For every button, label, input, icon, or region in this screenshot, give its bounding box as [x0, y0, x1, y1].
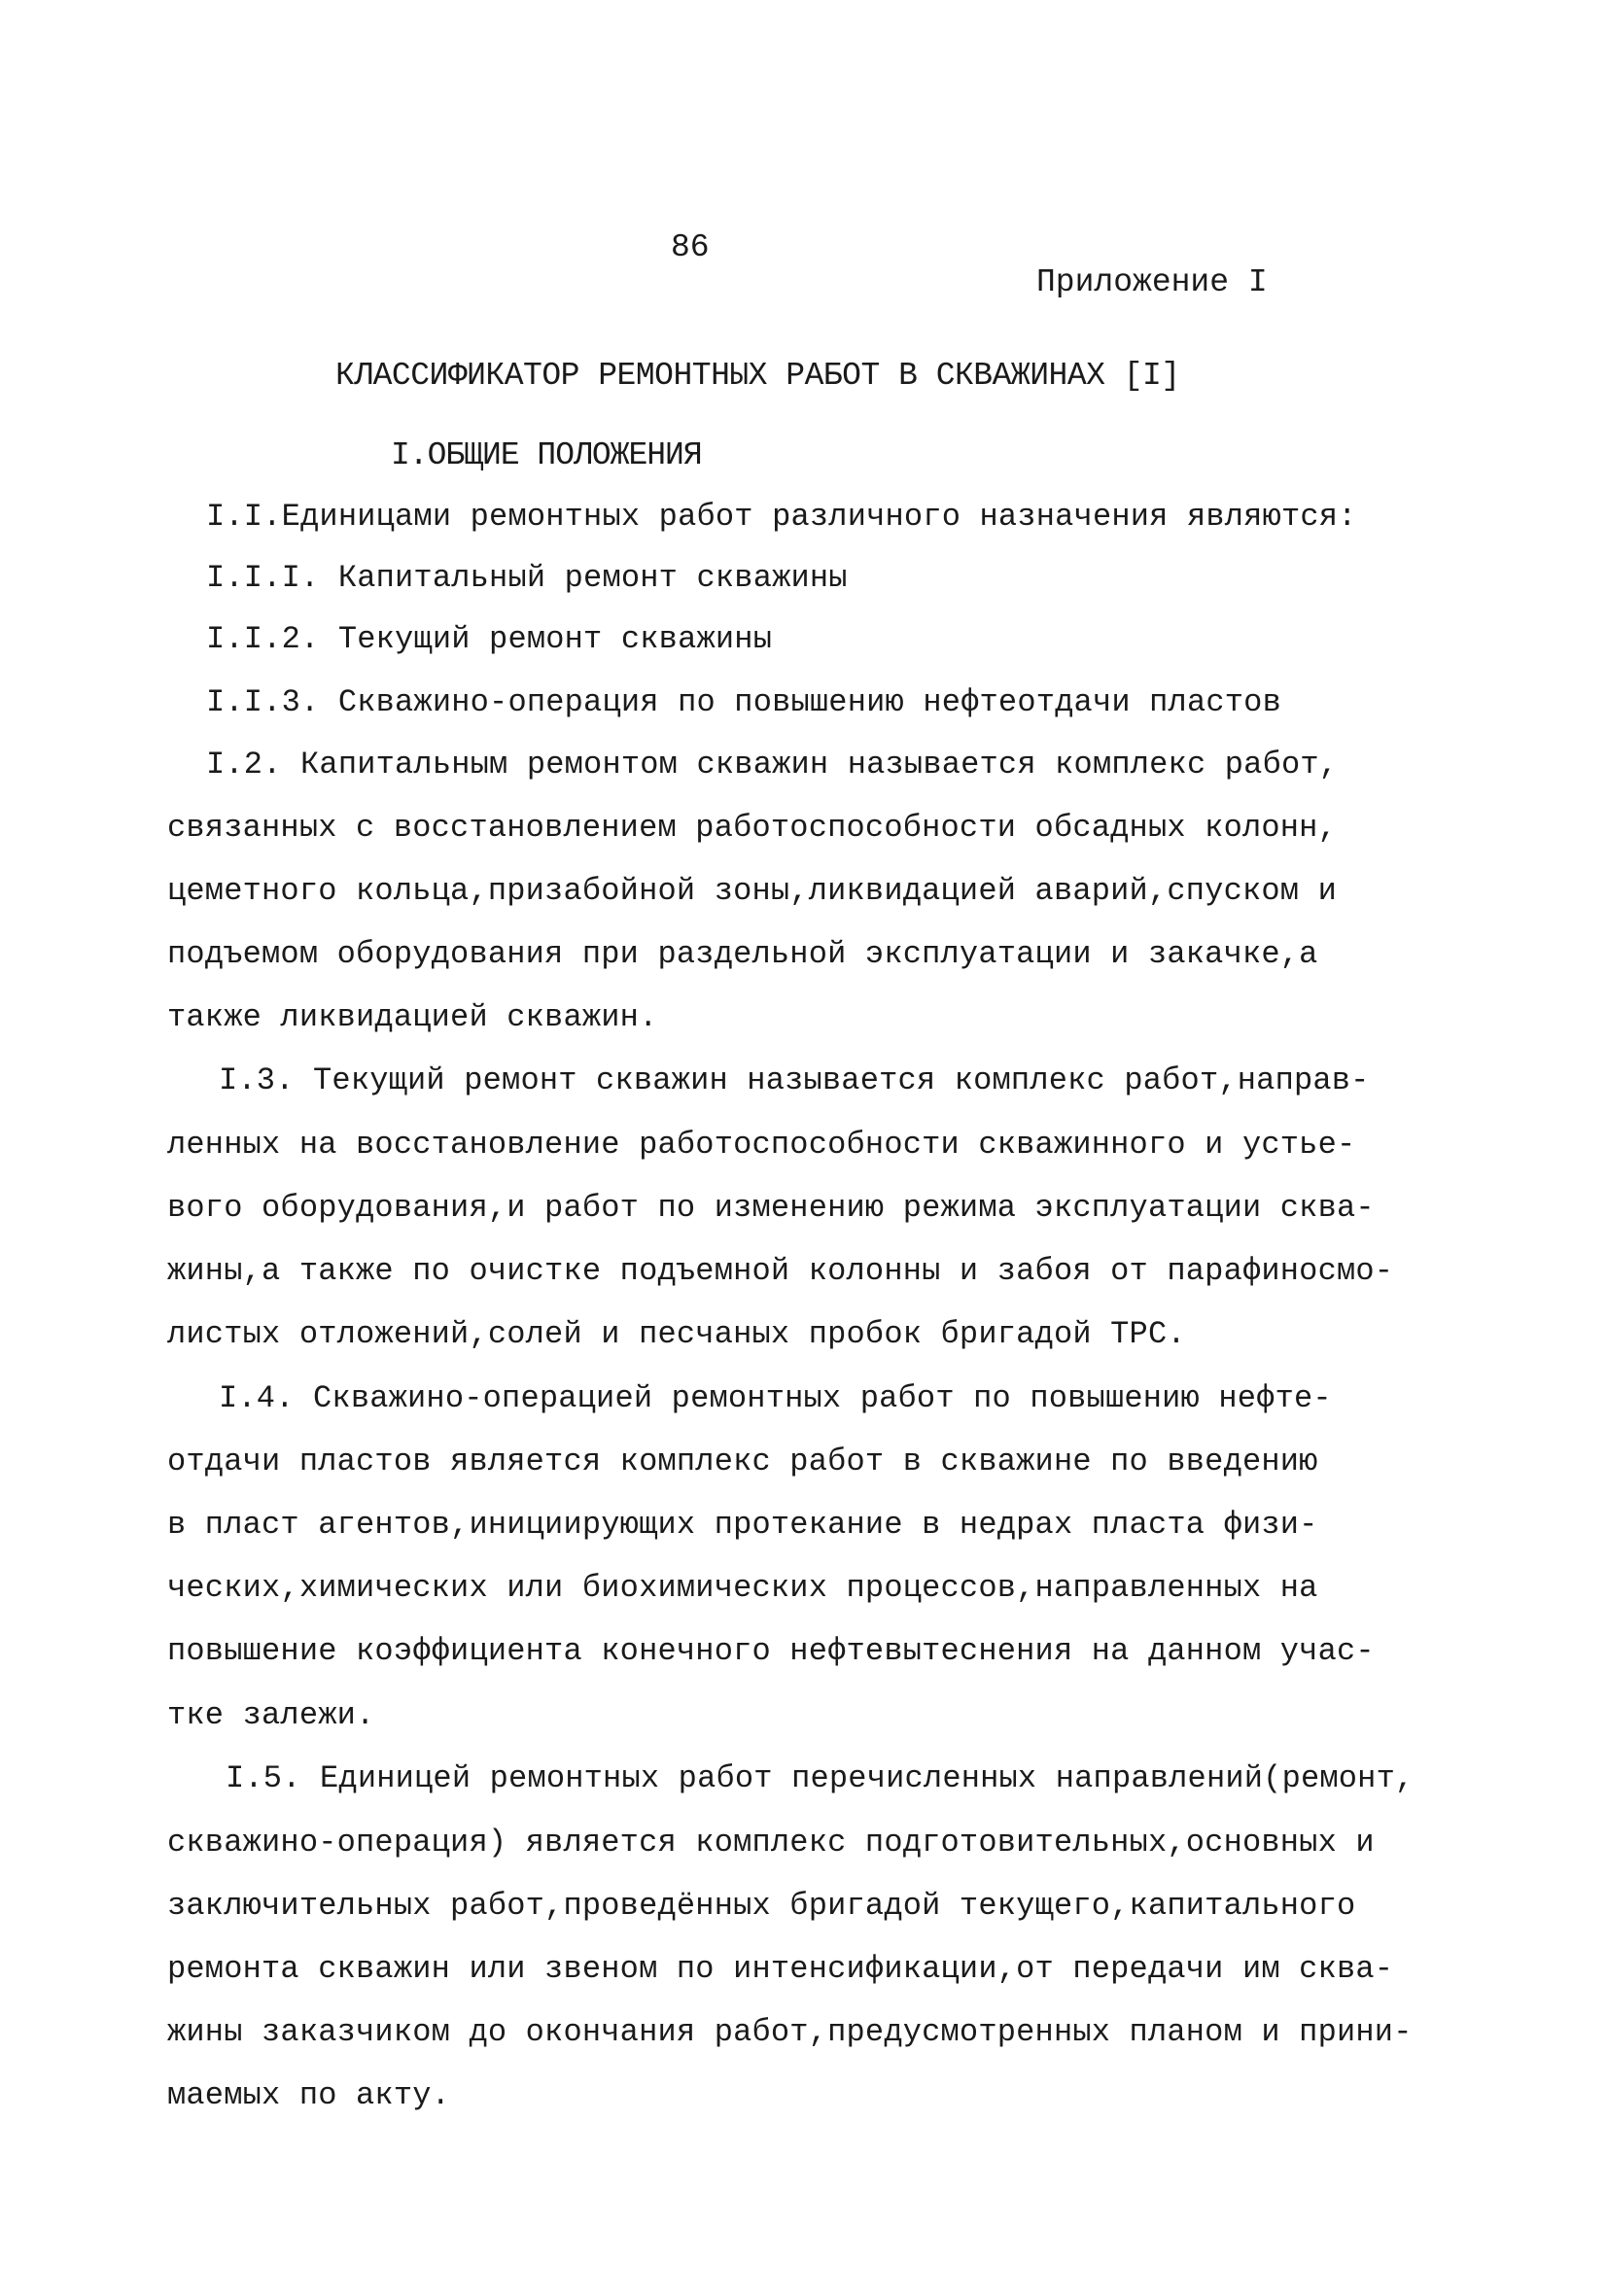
body-line: листых отложений,солей и песчаных пробок бригадой ТРС.: [167, 1316, 1186, 1352]
body-line: связанных с восстановлением работоспособности обсадных колонн,: [167, 810, 1337, 846]
body-line: заключительных работ,проведённых бригадой текущего,капитального: [167, 1888, 1356, 1924]
section-title: I.ОБЩИЕ ПОЛОЖЕНИЯ: [391, 437, 702, 473]
body-line: жины заказчиком до окончания работ,предусмотренных планом и прини-: [167, 2014, 1413, 2050]
body-line: ремонта скважин или звеном по интенсификации,от передачи им сква-: [167, 1951, 1394, 1987]
body-line: жины,а также по очистке подъемной колонны и забоя от парафиносмо-: [167, 1253, 1394, 1289]
body-line: тке залежи.: [167, 1697, 375, 1733]
body-line: маемых по акту.: [167, 2077, 451, 2113]
body-line: I.2. Капитальным ремонтом скважин называется комплекс работ,: [206, 747, 1339, 783]
body-line: также ликвидацией скважин.: [167, 999, 658, 1035]
body-line: I.I.I. Капитальный ремонт скважины: [206, 560, 848, 596]
appendix-label: Приложение I: [1036, 264, 1268, 300]
page-number: 86: [671, 229, 710, 265]
body-line: скважино-операция) является комплекс подготовительных,основных и: [167, 1825, 1375, 1861]
body-line: повышение коэффициента конечного нефтевытеснения на данном учас-: [167, 1633, 1375, 1669]
body-line: I.3. Текущий ремонт скважин называется комплекс работ,направ-: [219, 1062, 1370, 1098]
body-line: I.I.Единицами ремонтных работ различного назначения являются:: [206, 499, 1357, 535]
body-line: ленных на восстановление работоспособности скважинного и устье-: [167, 1127, 1356, 1163]
body-line: I.I.2. Текущий ремонт скважины: [206, 621, 773, 657]
body-line: I.4. Скважино-операцией ремонтных работ по повышению нефте-: [219, 1380, 1332, 1416]
body-line: ческих,химических или биохимических процессов,направленных на: [167, 1570, 1318, 1606]
body-line: подъемом оборудования при раздельной эксплуатации и закачке,а: [167, 936, 1318, 972]
body-line: I.5. Единицей ремонтных работ перечисленных направлений(ремонт,: [226, 1760, 1415, 1796]
body-line: в пласт агентов,инициирующих протекание в недрах пласта физи-: [167, 1507, 1318, 1543]
document-title: КЛАССИФИКАТОР РЕМОНТНЫХ РАБОТ В СКВАЖИНАХ [I]: [335, 358, 1180, 394]
body-line: вого оборудования,и работ по изменению режима эксплуатации сква-: [167, 1190, 1375, 1226]
body-line: I.I.3. Скважино-операция по повышению нефтеотдачи пластов: [206, 684, 1281, 720]
body-line: цеметного кольца,призабойной зоны,ликвидацией аварий,спуском и: [167, 873, 1337, 909]
body-line: отдачи пластов является комплекс работ в скважине по введению: [167, 1444, 1318, 1479]
